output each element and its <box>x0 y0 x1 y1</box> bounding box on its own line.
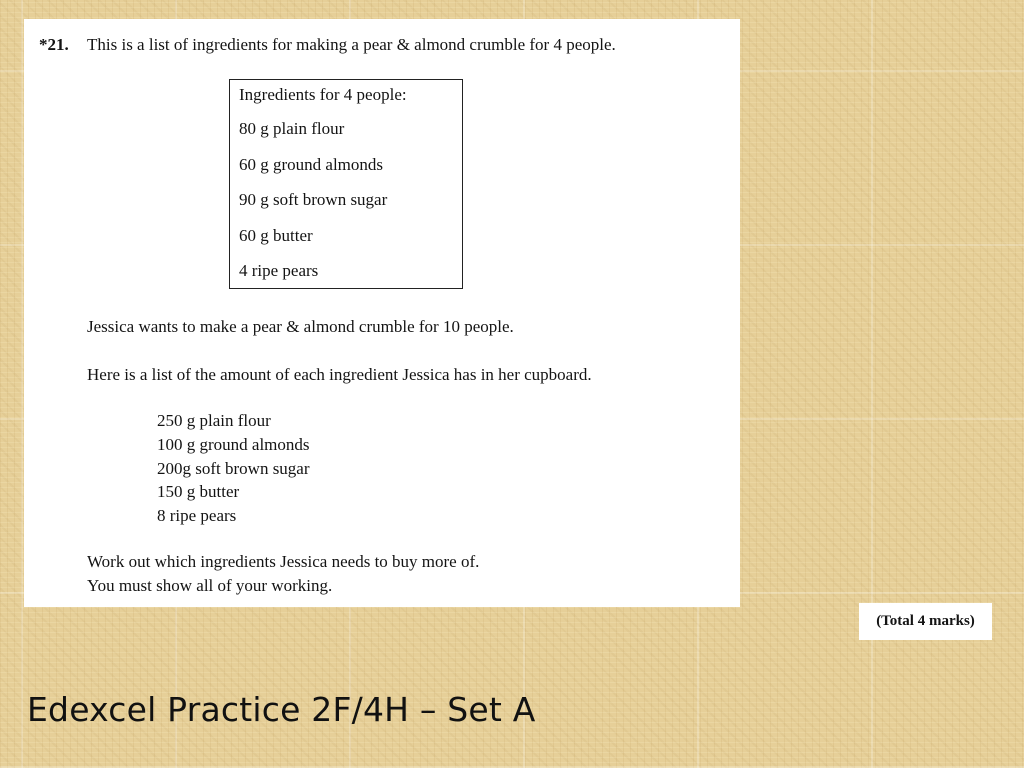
question-header <box>39 35 616 55</box>
total-marks-label: (Total 4 marks) <box>859 603 992 640</box>
slide-title: Edexcel Practice 2F/4H – Set A <box>27 690 536 729</box>
ingredient-item: 4 ripe pears <box>239 261 319 280</box>
ingredients-box <box>229 79 463 289</box>
instruction-line: You must show all of your working. <box>87 576 333 595</box>
cupboard-item: 250 g plain flour <box>157 411 271 430</box>
question-number: *21. <box>39 35 69 54</box>
ingredient-item: 60 g ground almonds <box>239 154 384 174</box>
cupboard-item: 100 g ground almonds <box>157 434 310 454</box>
ingredient-item: 90 g soft brown sugar <box>239 190 388 209</box>
question-paper <box>24 19 740 607</box>
ingredient-item: 60 g butter <box>239 225 313 245</box>
question-prompt: This is a list of ingredients for making a pear & almond crumble for 4 people. <box>87 35 616 54</box>
instruction-line: Work out which ingredients Jessica needs to buy more of. <box>87 552 480 571</box>
cupboard-intro-text: Here is a list of the amount of each ingredient Jessica has in her cupboard. <box>87 365 592 384</box>
cupboard-list <box>157 409 310 528</box>
cupboard-item: 200g soft brown sugar <box>157 458 310 478</box>
cupboard-item: 150 g butter <box>157 482 240 502</box>
scenario-text: Jessica wants to make a pear & almond crumble for 10 people. <box>87 317 514 336</box>
ingredients-box-title: Ingredients for 4 people: <box>239 85 407 104</box>
ingredient-item: 80 g plain flour <box>239 119 345 138</box>
cupboard-item: 8 ripe pears <box>157 506 237 526</box>
